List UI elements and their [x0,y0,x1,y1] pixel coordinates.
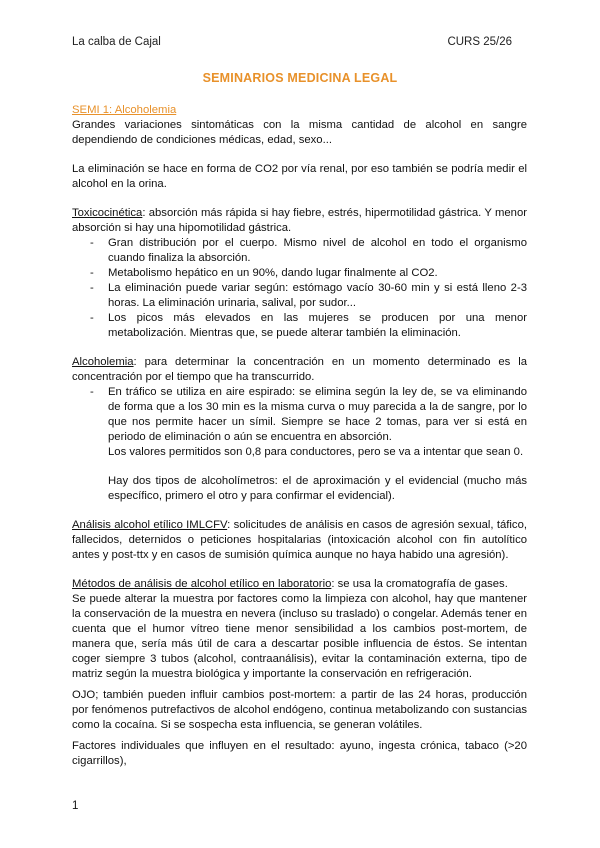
analisis-text: : solicitudes de análisis en casos de agresión sexual, táfico, fallecidos, deternidos o peticiones hospitalarias (intoxicación alcohol con fin autolítico antes y post-ttx y en casos de sumisión química aunque no haya habido una agresión). [72,519,527,561]
metodos-ojo: OJO; también pueden influir cambios post-mortem: a partir de las 24 horas, producción por fenómenos putrefactivos de alcohol endógeno, continua metabolizando con sustancias como la cocaína. Si se sospecha esta influencia, se generan volátiles. [72,689,527,731]
header-right: CURS 25/26 [447,36,512,48]
toxicocinetica-label: Toxicocinética [72,207,143,219]
metodos-paragraph [72,577,527,592]
alcoholemia-text: : para determinar la concentración en un momento determinado es la concentración por el tiempo que ha transcurrido. [72,356,527,383]
alcoholemia-limits: Los valores permitidos son 0,8 para conductores, pero se va a intentar que sean 0. [108,446,524,458]
page-number: 1 [72,800,79,812]
list-item: - Los picos más elevados en las mujeres se producen por una menor metabolización. Mientras que, se puede alterar también la eliminación. [108,311,527,341]
analisis-label: Análisis alcohol etílico IMLCFV [72,519,228,531]
semi1-intro: Grandes variaciones sintomáticas con la misma cantidad de alcohol en sangre dependiendo de condiciones médicas, edad, sexo... [72,119,527,146]
metodos-body: Se puede alterar la muestra por factores como la limpieza con alcohol, hay que mantener la conservación de la muestra en nevera (incluso su traslado) o congelar. Además tener en cuenta que el humor vítreo tiene menor sensibilidad a los cambios post-mortem, de manera que, sería más útil de cara a descartar posible influencia de éstos. Se intentan coger siempre 3 tubos (alcohol, contraanálisis), evitar la contaminación externa, tipo de matriz según la muestra biológica y importante la conservación en refrigeración. [72,593,527,680]
alcoholemia-paragraph [72,355,527,385]
list-item: - La eliminación puede variar según: estómago vacío 30-60 min y si está lleno 2-3 horas. La eliminación urinaria, salival, por sudor... [108,281,527,311]
alcoholemia-devices: Hay dos tipos de alcoholímetros: el de aproximación y el evidencial (mucho más específico, primero el otro y para confirmar el evidencial). [108,475,527,502]
semi1-elimination: La eliminación se hace en forma de CO2 por vía renal, por eso también se podría medir el alcohol en la orina. [72,163,527,190]
metodos-factores: Factores individuales que influyen en el resultado: ayuno, ingesta crónica, tabaco (>20 cigarrillos), [72,740,527,767]
analisis-paragraph [72,518,527,563]
list-item: - En tráfico se utiliza en aire espirado: se elimina según la ley de, se va eliminando de forma que a los 30 min es la misma curva o muy parecida a la de sangre, por lo que nos permite hacer un símil. Siempre se hace 2 tomas, para ver si está en periodo de eliminación o aún se encuentra en absorción. [108,385,527,445]
document-body [72,103,527,769]
toxicocinetica-list [72,236,527,341]
list-item: - Gran distribución por el cuerpo. Mismo nivel de alcohol en todo el organismo cuando finaliza la absorción. [108,236,527,266]
metodos-label: Métodos de análisis de alcohol etílico en laboratorio [72,578,332,590]
toxicocinetica-text: : absorción más rápida si hay fiebre, estrés, hipermotilidad gástrica. Y menor absorción si hay una hipomotilidad gástrica. [72,207,527,234]
page-title: SEMINARIOS MEDICINA LEGAL [202,71,398,85]
header-left: La calba de Cajal [72,36,161,48]
alcoholemia-label: Alcoholemia [72,356,134,368]
list-item: - Metabolismo hepático en un 90%, dando lugar finalmente al CO2. [108,266,527,281]
toxicocinetica-paragraph [72,206,527,236]
metodos-text: : se usa la cromatografía de gases. [331,578,508,590]
alcoholemia-list [72,385,527,445]
section-heading-semi1: SEMI 1: Alcoholemia [72,104,177,116]
